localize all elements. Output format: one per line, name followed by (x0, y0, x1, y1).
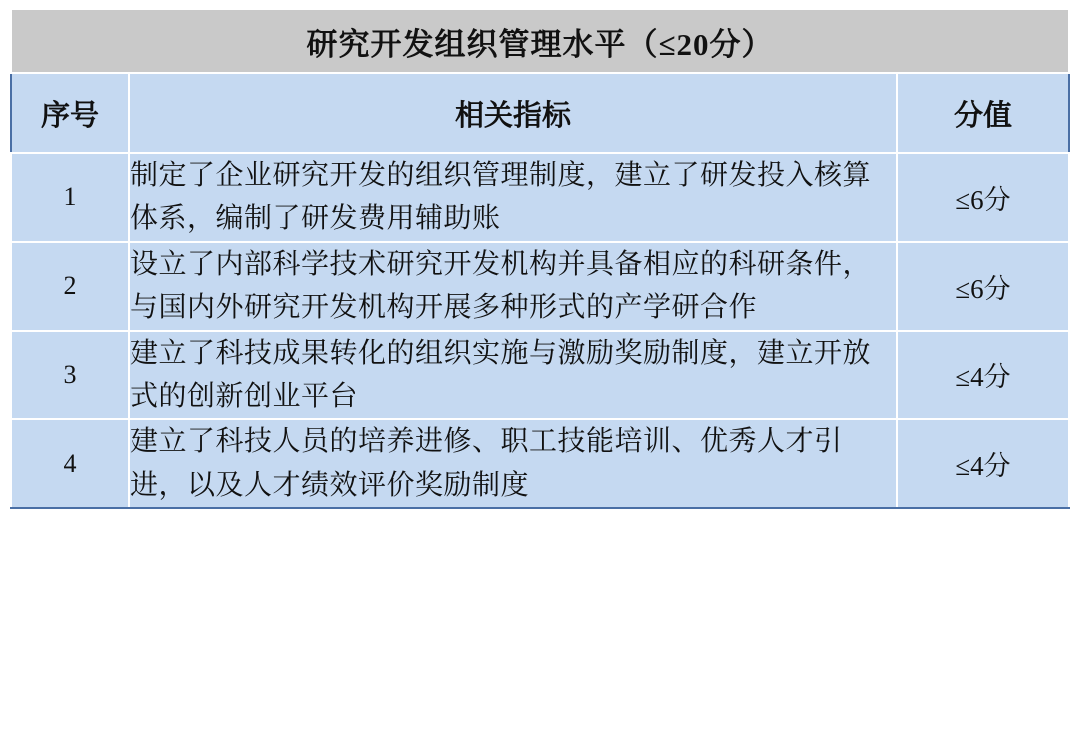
row-score: ≤4分 (897, 419, 1069, 508)
row-indicator: 建立了科技成果转化的组织实施与激励奖励制度，建立开放式的创新创业平台 (129, 331, 897, 420)
row-number: 1 (11, 153, 129, 242)
row-indicator: 制定了企业研究开发的组织管理制度，建立了研发投入核算体系，编制了研发费用辅助账 (129, 153, 897, 242)
table-row (11, 242, 1069, 331)
row-score: ≤6分 (897, 153, 1069, 242)
row-indicator: 建立了科技人员的培养进修、职工技能培训、优秀人才引进，以及人才绩效评价奖励制度 (129, 419, 897, 508)
table-row (11, 331, 1069, 420)
row-indicator: 设立了内部科学技术研究开发机构并具备相应的科研条件，与国内外研究开发机构开展多种形式的产学研合作 (129, 242, 897, 331)
score-table (10, 8, 1070, 509)
column-header-no: 序号 (11, 73, 129, 153)
row-score: ≤6分 (897, 242, 1069, 331)
column-header-indicator: 相关指标 (129, 73, 897, 153)
table-row (11, 419, 1069, 508)
table-row (11, 153, 1069, 242)
column-header-score: 分值 (897, 73, 1069, 153)
table-header-row (11, 73, 1069, 153)
row-score: ≤4分 (897, 331, 1069, 420)
row-number: 4 (11, 419, 129, 508)
table-title-row (11, 9, 1069, 73)
row-number: 3 (11, 331, 129, 420)
table-title: 研究开发组织管理水平（≤20分） (11, 9, 1069, 73)
row-number: 2 (11, 242, 129, 331)
